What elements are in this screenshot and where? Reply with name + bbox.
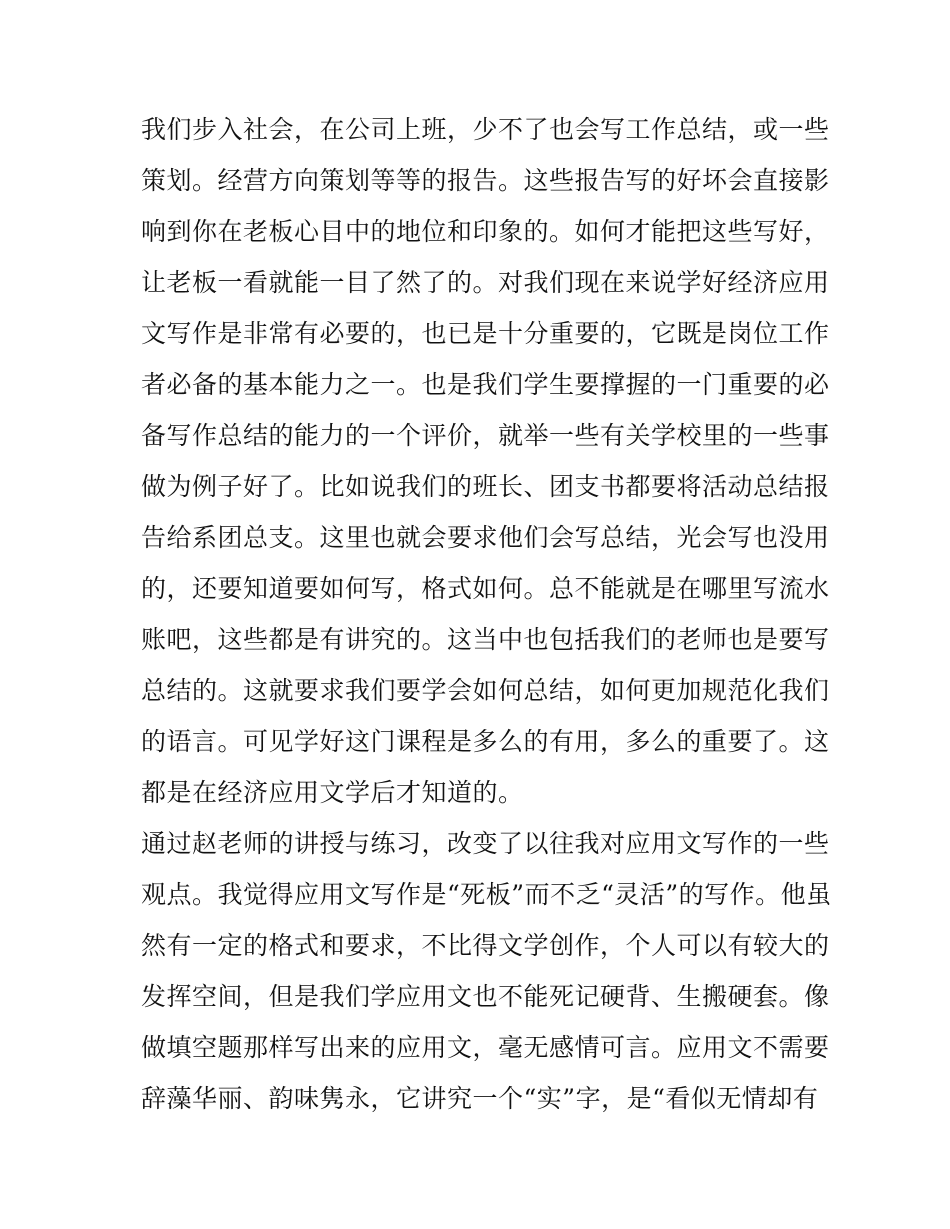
text-line: 都是在经济应用文学后才知道的。 [141,778,524,807]
text-line: 的，还要知道要如何写，格式如何。总不能就是在哪里写流水 [141,574,830,603]
text-line: 总结的。这就要求我们要学会如何总结，如何更加规范化我们 [141,676,830,705]
text-line: 观点。我觉得应用文写作是“死板”而不乏“灵活”的写作。他虽 [141,880,832,909]
text-line: 者必备的基本能力之一。也是我们学生要撑握的一门重要的必 [141,370,830,399]
text-line: 策划。经营方向策划等等的报告。这些报告写的好坏会直接影 [141,166,830,195]
text-line: 我们步入社会，在公司上班，少不了也会写工作总结，或一些 [141,115,830,144]
text-line: 辞藻华丽、韵味隽永，它讲究一个“实”字，是“看似无情却有 [141,1084,819,1113]
body-text [141,104,832,1124]
text-line: 发挥空间，但是我们学应用文也不能死记硬背、生搬硬套。像 [141,982,830,1011]
text-line: 让老板一看就能一目了然了的。对我们现在来说学好经济应用 [141,268,830,297]
text-line: 的语言。可见学好这门课程是多么的有用，多么的重要了。这 [141,727,830,756]
text-line: 账吧，这些都是有讲究的。这当中也包括我们的老师也是要写 [141,625,830,654]
text-line: 通过赵老师的讲授与练习，改变了以往我对应用文写作的一些 [141,829,830,858]
text-line: 然有一定的格式和要求，不比得文学创作，个人可以有较大的 [141,931,830,960]
text-line: 备写作总结的能力的一个评价，就举一些有关学校里的一些事 [141,421,830,450]
text-line: 告给系团总支。这里也就会要求他们会写总结，光会写也没用 [141,523,830,552]
text-line: 做填空题那样写出来的应用文，毫无感情可言。应用文不需要 [141,1033,830,1062]
text-line: 文写作是非常有必要的，也已是十分重要的，它既是岗位工作 [141,319,830,348]
text-line: 做为例子好了。比如说我们的班长、团支书都要将活动总结报 [141,472,830,501]
text-line: 响到你在老板心目中的地位和印象的。如何才能把这些写好， [141,217,830,246]
